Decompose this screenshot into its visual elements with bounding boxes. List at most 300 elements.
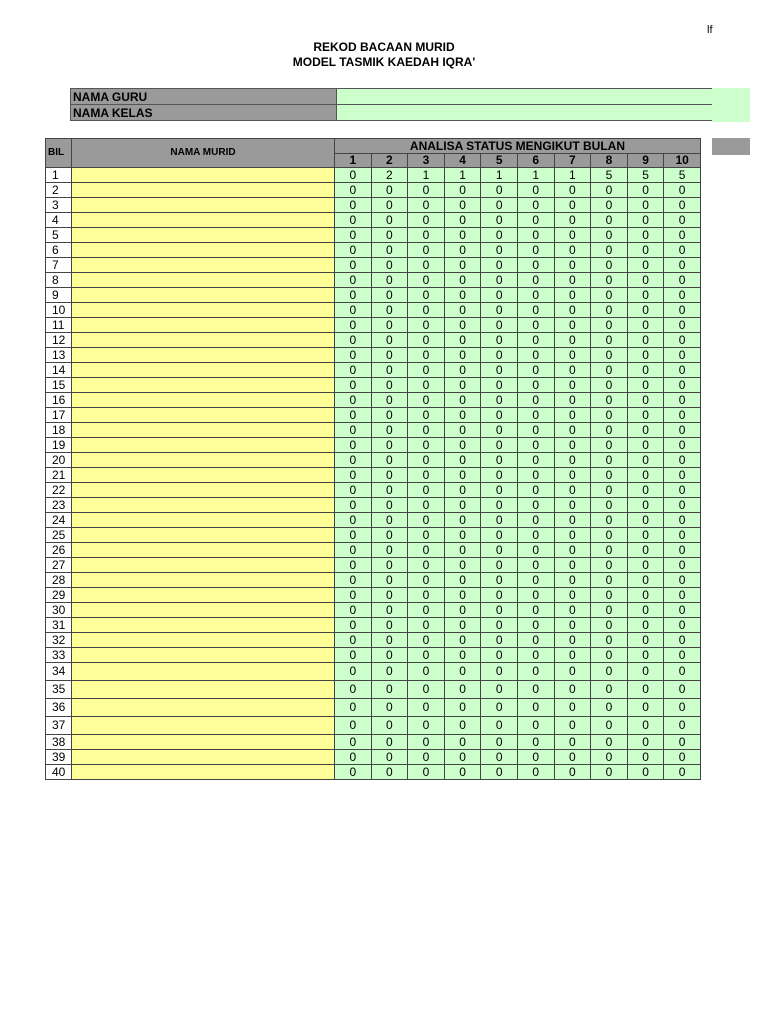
table-row bbox=[46, 348, 701, 363]
student-name-cell[interactable] bbox=[72, 198, 335, 213]
month-status-cell: 0 bbox=[664, 273, 701, 288]
month-status-cell: 1 bbox=[481, 168, 518, 183]
student-name-cell[interactable] bbox=[72, 498, 335, 513]
student-name-cell[interactable] bbox=[72, 408, 335, 423]
month-status-cell: 0 bbox=[517, 408, 554, 423]
month-status-cell: 0 bbox=[408, 378, 445, 393]
table-row bbox=[46, 393, 701, 408]
month-status-cell: 0 bbox=[444, 498, 481, 513]
row-number: 28 bbox=[46, 573, 72, 588]
student-name-cell[interactable] bbox=[72, 288, 335, 303]
student-name-cell[interactable] bbox=[72, 258, 335, 273]
table-row bbox=[46, 765, 701, 780]
month-status-cell: 1 bbox=[408, 168, 445, 183]
month-status-cell: 0 bbox=[664, 750, 701, 765]
month-status-cell: 0 bbox=[481, 333, 518, 348]
month-status-cell: 0 bbox=[335, 348, 372, 363]
month-status-cell: 0 bbox=[664, 288, 701, 303]
month-status-cell: 0 bbox=[444, 198, 481, 213]
row-number: 23 bbox=[46, 498, 72, 513]
document-title bbox=[0, 40, 768, 70]
month-status-cell: 0 bbox=[627, 543, 664, 558]
month-status-cell: 0 bbox=[517, 183, 554, 198]
student-name-cell[interactable] bbox=[72, 423, 335, 438]
month-status-cell: 0 bbox=[664, 681, 701, 699]
month-status-cell: 0 bbox=[444, 243, 481, 258]
month-status-cell: 0 bbox=[627, 573, 664, 588]
month-status-cell: 0 bbox=[517, 588, 554, 603]
month-status-cell: 0 bbox=[371, 258, 408, 273]
row-number: 34 bbox=[46, 663, 72, 681]
month-status-cell: 0 bbox=[371, 453, 408, 468]
month-status-cell: 0 bbox=[627, 633, 664, 648]
student-name-cell[interactable] bbox=[72, 213, 335, 228]
month-status-cell: 0 bbox=[591, 588, 628, 603]
month-status-cell: 0 bbox=[664, 633, 701, 648]
month-status-cell: 0 bbox=[481, 183, 518, 198]
student-name-cell[interactable] bbox=[72, 618, 335, 633]
month-header: 6 bbox=[517, 154, 554, 168]
month-status-cell: 0 bbox=[664, 468, 701, 483]
month-status-cell: 0 bbox=[517, 717, 554, 735]
month-status-cell: 0 bbox=[517, 453, 554, 468]
month-status-cell: 0 bbox=[335, 213, 372, 228]
month-status-cell: 0 bbox=[481, 543, 518, 558]
month-status-cell: 0 bbox=[517, 423, 554, 438]
month-status-cell: 0 bbox=[335, 765, 372, 780]
month-status-cell: 0 bbox=[664, 378, 701, 393]
month-status-cell: 0 bbox=[444, 663, 481, 681]
month-status-cell: 0 bbox=[371, 765, 408, 780]
month-status-cell: 0 bbox=[591, 333, 628, 348]
month-status-cell: 0 bbox=[554, 198, 591, 213]
month-status-cell: 0 bbox=[554, 408, 591, 423]
month-status-cell: 0 bbox=[335, 423, 372, 438]
month-status-cell: 0 bbox=[627, 588, 664, 603]
month-status-cell: 0 bbox=[627, 318, 664, 333]
month-status-cell: 0 bbox=[517, 228, 554, 243]
month-status-cell: 0 bbox=[627, 303, 664, 318]
month-status-cell: 0 bbox=[664, 528, 701, 543]
month-status-cell: 0 bbox=[371, 528, 408, 543]
month-status-cell: 0 bbox=[591, 183, 628, 198]
month-status-cell: 0 bbox=[444, 765, 481, 780]
month-status-cell: 0 bbox=[664, 648, 701, 663]
month-status-cell: 0 bbox=[627, 648, 664, 663]
month-status-cell: 0 bbox=[371, 543, 408, 558]
student-name-cell[interactable] bbox=[72, 528, 335, 543]
month-status-cell: 1 bbox=[517, 168, 554, 183]
month-status-cell: 0 bbox=[554, 318, 591, 333]
month-status-cell: 0 bbox=[591, 288, 628, 303]
month-status-cell: 0 bbox=[408, 513, 445, 528]
row-number: 16 bbox=[46, 393, 72, 408]
month-status-cell: 0 bbox=[517, 633, 554, 648]
student-name-cell[interactable] bbox=[72, 717, 335, 735]
month-status-cell: 0 bbox=[664, 603, 701, 618]
teacher-value-cell[interactable] bbox=[337, 89, 714, 105]
month-status-cell: 0 bbox=[554, 603, 591, 618]
student-name-cell[interactable] bbox=[72, 483, 335, 498]
student-name-cell[interactable] bbox=[72, 273, 335, 288]
month-status-cell: 0 bbox=[481, 648, 518, 663]
month-status-cell: 0 bbox=[444, 543, 481, 558]
month-status-cell: 0 bbox=[408, 258, 445, 273]
month-status-cell: 0 bbox=[627, 258, 664, 273]
month-status-cell: 0 bbox=[408, 717, 445, 735]
table-row bbox=[46, 273, 701, 288]
month-status-cell: 0 bbox=[371, 513, 408, 528]
month-status-cell: 0 bbox=[591, 735, 628, 750]
student-name-cell[interactable] bbox=[72, 348, 335, 363]
month-status-cell: 0 bbox=[517, 735, 554, 750]
month-status-cell: 0 bbox=[481, 393, 518, 408]
month-status-cell: 0 bbox=[371, 468, 408, 483]
student-name-cell[interactable] bbox=[72, 765, 335, 780]
month-status-cell: 0 bbox=[335, 303, 372, 318]
month-status-cell: 0 bbox=[371, 273, 408, 288]
student-name-cell[interactable] bbox=[72, 603, 335, 618]
month-status-cell: 2 bbox=[371, 168, 408, 183]
row-number: 12 bbox=[46, 333, 72, 348]
month-status-cell: 5 bbox=[627, 168, 664, 183]
month-status-cell: 0 bbox=[371, 483, 408, 498]
table-row bbox=[46, 717, 701, 735]
month-status-cell: 0 bbox=[371, 318, 408, 333]
month-status-cell: 0 bbox=[627, 750, 664, 765]
month-status-cell: 0 bbox=[408, 393, 445, 408]
month-status-cell: 0 bbox=[627, 681, 664, 699]
month-status-cell: 0 bbox=[627, 423, 664, 438]
row-number: 40 bbox=[46, 765, 72, 780]
month-status-cell: 0 bbox=[444, 288, 481, 303]
month-status-cell: 0 bbox=[444, 333, 481, 348]
month-status-cell: 0 bbox=[481, 663, 518, 681]
month-status-cell: 0 bbox=[627, 378, 664, 393]
month-status-cell: 0 bbox=[371, 288, 408, 303]
student-name-cell[interactable] bbox=[72, 558, 335, 573]
month-status-cell: 0 bbox=[517, 483, 554, 498]
month-status-cell: 0 bbox=[664, 408, 701, 423]
student-name-cell[interactable] bbox=[72, 393, 335, 408]
month-status-cell: 0 bbox=[444, 228, 481, 243]
month-status-cell: 0 bbox=[371, 408, 408, 423]
month-status-cell: 0 bbox=[408, 423, 445, 438]
month-status-cell: 0 bbox=[591, 633, 628, 648]
month-header: 4 bbox=[444, 154, 481, 168]
month-status-cell: 0 bbox=[664, 498, 701, 513]
month-status-cell: 1 bbox=[444, 168, 481, 183]
month-status-cell: 0 bbox=[408, 633, 445, 648]
student-name-cell[interactable] bbox=[72, 318, 335, 333]
month-status-cell: 0 bbox=[408, 213, 445, 228]
month-status-cell: 0 bbox=[335, 333, 372, 348]
month-status-cell: 0 bbox=[517, 765, 554, 780]
month-status-cell: 0 bbox=[517, 333, 554, 348]
month-status-cell: 0 bbox=[517, 603, 554, 618]
row-number: 13 bbox=[46, 348, 72, 363]
month-status-cell: 0 bbox=[591, 558, 628, 573]
month-status-cell: 0 bbox=[444, 513, 481, 528]
month-status-cell: 0 bbox=[481, 378, 518, 393]
row-number: 21 bbox=[46, 468, 72, 483]
record-table bbox=[45, 138, 701, 780]
month-status-cell: 0 bbox=[591, 228, 628, 243]
class-value-cell[interactable] bbox=[337, 105, 714, 121]
month-status-cell: 0 bbox=[554, 183, 591, 198]
row-number: 32 bbox=[46, 633, 72, 648]
month-status-cell: 0 bbox=[335, 318, 372, 333]
month-status-cell: 0 bbox=[517, 699, 554, 717]
month-status-cell: 0 bbox=[371, 348, 408, 363]
month-status-cell: 0 bbox=[481, 633, 518, 648]
month-status-cell: 0 bbox=[408, 198, 445, 213]
row-number: 29 bbox=[46, 588, 72, 603]
month-status-cell: 0 bbox=[591, 573, 628, 588]
student-name-cell[interactable] bbox=[72, 453, 335, 468]
month-status-cell: 0 bbox=[664, 765, 701, 780]
student-name-cell[interactable] bbox=[72, 663, 335, 681]
month-header: 1 bbox=[335, 154, 372, 168]
month-status-cell: 0 bbox=[481, 318, 518, 333]
month-status-cell: 0 bbox=[664, 348, 701, 363]
row-number: 14 bbox=[46, 363, 72, 378]
month-status-cell: 0 bbox=[554, 303, 591, 318]
month-status-cell: 0 bbox=[444, 318, 481, 333]
month-status-cell: 0 bbox=[627, 483, 664, 498]
month-status-cell: 0 bbox=[664, 393, 701, 408]
month-status-cell: 0 bbox=[481, 573, 518, 588]
month-status-cell: 5 bbox=[591, 168, 628, 183]
month-status-cell: 0 bbox=[627, 348, 664, 363]
month-status-cell: 0 bbox=[371, 243, 408, 258]
month-status-cell: 0 bbox=[554, 699, 591, 717]
month-status-cell: 0 bbox=[481, 498, 518, 513]
month-status-cell: 0 bbox=[517, 258, 554, 273]
month-status-cell: 0 bbox=[481, 735, 518, 750]
table-row bbox=[46, 663, 701, 681]
class-row bbox=[71, 105, 714, 121]
month-status-cell: 0 bbox=[591, 750, 628, 765]
month-status-cell: 0 bbox=[481, 765, 518, 780]
month-status-cell: 0 bbox=[517, 318, 554, 333]
month-status-cell: 0 bbox=[664, 183, 701, 198]
month-status-cell: 0 bbox=[591, 363, 628, 378]
month-status-cell: 0 bbox=[664, 333, 701, 348]
month-status-cell: 0 bbox=[335, 453, 372, 468]
row-number: 18 bbox=[46, 423, 72, 438]
month-status-cell: 0 bbox=[554, 717, 591, 735]
month-status-cell: 0 bbox=[664, 438, 701, 453]
month-status-cell: 0 bbox=[444, 648, 481, 663]
month-status-cell: 0 bbox=[554, 273, 591, 288]
month-status-cell: 0 bbox=[481, 513, 518, 528]
table-row bbox=[46, 453, 701, 468]
table-row bbox=[46, 588, 701, 603]
month-status-cell: 0 bbox=[627, 198, 664, 213]
month-status-cell: 0 bbox=[408, 735, 445, 750]
month-status-cell: 0 bbox=[335, 198, 372, 213]
month-status-cell: 0 bbox=[481, 408, 518, 423]
table-row bbox=[46, 303, 701, 318]
month-status-cell: 0 bbox=[408, 228, 445, 243]
month-status-cell: 0 bbox=[627, 558, 664, 573]
student-name-cell[interactable] bbox=[72, 648, 335, 663]
class-label: NAMA KELAS bbox=[71, 105, 337, 121]
student-name-cell[interactable] bbox=[72, 303, 335, 318]
month-status-cell: 0 bbox=[627, 393, 664, 408]
month-status-cell: 0 bbox=[627, 528, 664, 543]
month-status-cell: 0 bbox=[481, 618, 518, 633]
student-name-cell[interactable] bbox=[72, 243, 335, 258]
month-status-cell: 0 bbox=[444, 633, 481, 648]
month-status-cell: 0 bbox=[335, 618, 372, 633]
month-status-cell: 0 bbox=[481, 483, 518, 498]
month-status-cell: 0 bbox=[408, 243, 445, 258]
month-status-cell: 0 bbox=[627, 243, 664, 258]
student-name-cell[interactable] bbox=[72, 513, 335, 528]
student-name-cell[interactable] bbox=[72, 543, 335, 558]
month-status-cell: 0 bbox=[481, 603, 518, 618]
month-status-cell: 0 bbox=[517, 288, 554, 303]
month-status-cell: 0 bbox=[481, 588, 518, 603]
month-status-cell: 0 bbox=[335, 408, 372, 423]
month-status-cell: 0 bbox=[627, 228, 664, 243]
month-status-cell: 0 bbox=[371, 393, 408, 408]
month-status-cell: 0 bbox=[591, 648, 628, 663]
table-row bbox=[46, 633, 701, 648]
student-name-cell[interactable] bbox=[72, 363, 335, 378]
student-name-cell[interactable] bbox=[72, 168, 335, 183]
teacher-label: NAMA GURU bbox=[71, 89, 337, 105]
month-status-cell: 0 bbox=[481, 423, 518, 438]
month-status-cell: 0 bbox=[554, 333, 591, 348]
table-row bbox=[46, 681, 701, 699]
table-row bbox=[46, 528, 701, 543]
row-number: 33 bbox=[46, 648, 72, 663]
month-status-cell: 0 bbox=[444, 423, 481, 438]
month-status-cell: 0 bbox=[554, 648, 591, 663]
month-status-cell: 0 bbox=[591, 408, 628, 423]
month-status-cell: 0 bbox=[517, 213, 554, 228]
table-row bbox=[46, 288, 701, 303]
table-row bbox=[46, 648, 701, 663]
month-status-cell: 0 bbox=[335, 735, 372, 750]
month-status-cell: 0 bbox=[591, 273, 628, 288]
month-status-cell: 0 bbox=[371, 588, 408, 603]
month-status-cell: 0 bbox=[335, 681, 372, 699]
month-status-cell: 0 bbox=[627, 513, 664, 528]
month-status-cell: 0 bbox=[371, 603, 408, 618]
month-status-cell: 0 bbox=[335, 528, 372, 543]
month-status-cell: 0 bbox=[591, 453, 628, 468]
month-status-cell: 0 bbox=[444, 453, 481, 468]
row-number: 3 bbox=[46, 198, 72, 213]
month-status-cell: 0 bbox=[591, 213, 628, 228]
student-name-cell[interactable] bbox=[72, 573, 335, 588]
student-name-cell[interactable] bbox=[72, 750, 335, 765]
month-status-cell: 0 bbox=[371, 498, 408, 513]
row-number: 35 bbox=[46, 681, 72, 699]
month-status-cell: 0 bbox=[591, 603, 628, 618]
month-status-cell: 0 bbox=[371, 648, 408, 663]
month-status-cell: 0 bbox=[591, 618, 628, 633]
month-status-cell: 0 bbox=[517, 348, 554, 363]
month-status-cell: 0 bbox=[664, 735, 701, 750]
student-name-cell[interactable] bbox=[72, 588, 335, 603]
table-row bbox=[46, 558, 701, 573]
student-name-cell[interactable] bbox=[72, 633, 335, 648]
row-number: 27 bbox=[46, 558, 72, 573]
month-status-cell: 0 bbox=[664, 303, 701, 318]
month-status-cell: 0 bbox=[444, 618, 481, 633]
row-number: 4 bbox=[46, 213, 72, 228]
month-status-cell: 0 bbox=[371, 633, 408, 648]
month-status-cell: 0 bbox=[335, 573, 372, 588]
month-status-cell: 0 bbox=[554, 453, 591, 468]
month-header: 9 bbox=[627, 154, 664, 168]
info-table bbox=[70, 88, 713, 121]
month-status-cell: 0 bbox=[335, 378, 372, 393]
month-status-cell: 0 bbox=[627, 453, 664, 468]
month-status-cell: 0 bbox=[408, 543, 445, 558]
month-status-cell: 0 bbox=[591, 765, 628, 780]
month-status-cell: 0 bbox=[517, 393, 554, 408]
month-status-cell: 0 bbox=[517, 363, 554, 378]
month-status-cell: 0 bbox=[335, 558, 372, 573]
month-status-cell: 0 bbox=[481, 558, 518, 573]
month-status-cell: 0 bbox=[408, 588, 445, 603]
month-status-cell: 0 bbox=[517, 681, 554, 699]
month-status-cell: 0 bbox=[481, 468, 518, 483]
month-status-cell: 0 bbox=[408, 765, 445, 780]
month-status-cell: 0 bbox=[591, 258, 628, 273]
month-status-cell: 0 bbox=[335, 393, 372, 408]
month-status-cell: 0 bbox=[554, 633, 591, 648]
month-status-cell: 0 bbox=[627, 735, 664, 750]
row-number: 17 bbox=[46, 408, 72, 423]
student-name-cell[interactable] bbox=[72, 699, 335, 717]
month-status-cell: 5 bbox=[664, 168, 701, 183]
table-row bbox=[46, 213, 701, 228]
month-status-cell: 0 bbox=[554, 558, 591, 573]
month-status-cell: 0 bbox=[664, 573, 701, 588]
month-status-cell: 0 bbox=[481, 198, 518, 213]
student-name-cell[interactable] bbox=[72, 438, 335, 453]
month-status-cell: 0 bbox=[664, 453, 701, 468]
month-status-cell: 0 bbox=[664, 588, 701, 603]
month-status-cell: 0 bbox=[664, 198, 701, 213]
month-status-cell: 0 bbox=[591, 717, 628, 735]
month-status-cell: 0 bbox=[517, 573, 554, 588]
student-name-cell[interactable] bbox=[72, 735, 335, 750]
month-status-cell: 0 bbox=[664, 423, 701, 438]
student-name-cell[interactable] bbox=[72, 378, 335, 393]
month-status-cell: 0 bbox=[554, 438, 591, 453]
month-status-cell: 0 bbox=[444, 393, 481, 408]
student-name-cell[interactable] bbox=[72, 333, 335, 348]
table-row bbox=[46, 618, 701, 633]
student-name-cell[interactable] bbox=[72, 228, 335, 243]
student-name-cell[interactable] bbox=[72, 468, 335, 483]
month-status-cell: 0 bbox=[444, 735, 481, 750]
student-name-cell[interactable] bbox=[72, 183, 335, 198]
month-status-cell: 0 bbox=[591, 438, 628, 453]
month-status-cell: 0 bbox=[481, 750, 518, 765]
student-name-cell[interactable] bbox=[72, 681, 335, 699]
table-row bbox=[46, 408, 701, 423]
month-status-cell: 0 bbox=[554, 483, 591, 498]
